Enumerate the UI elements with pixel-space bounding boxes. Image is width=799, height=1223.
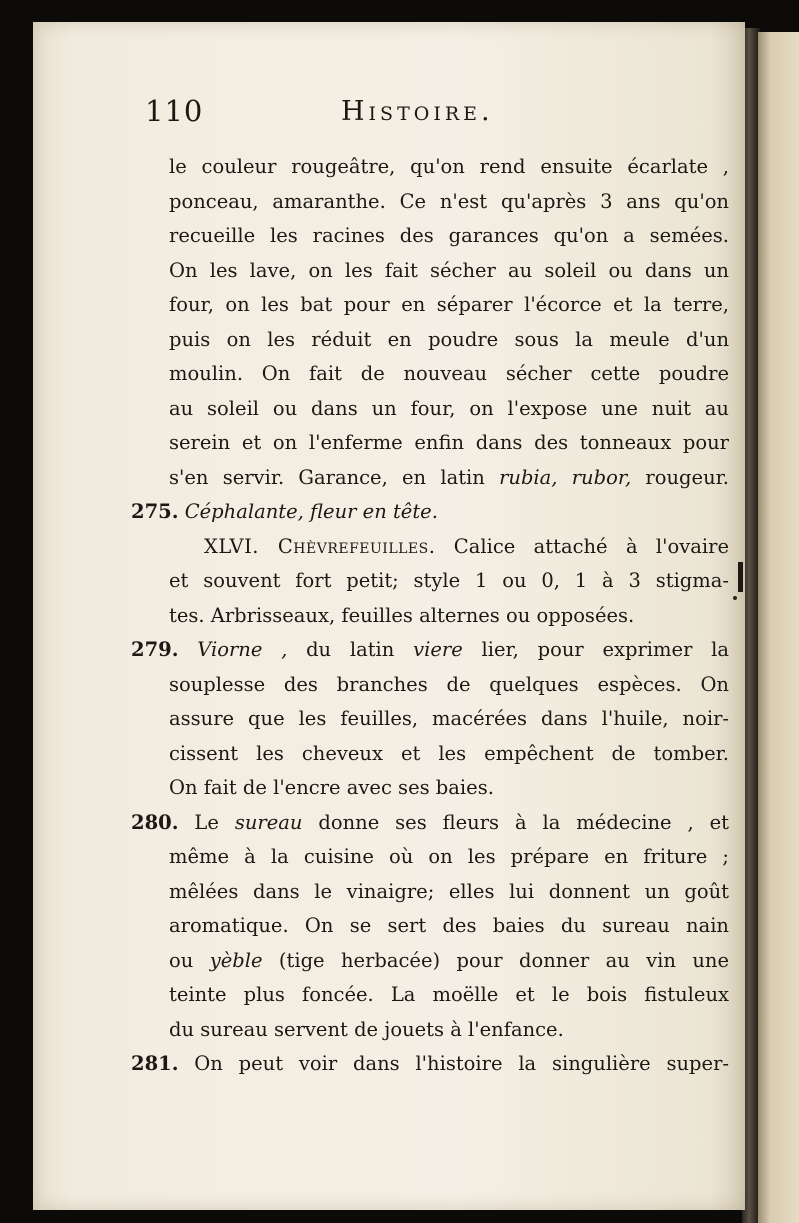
running-title: Histoire. (341, 96, 494, 127)
facing-page-edge (758, 32, 799, 1223)
text-line: puis on les réduit en poudre sous la meule d'un (169, 327, 729, 351)
text-line: souplesse des branches de quelques espèces. On (169, 672, 729, 696)
entry-279: 279. Viorne , du latin viere lier, pour exprimer la (131, 638, 729, 661)
text-line: tes. Arbrisseaux, feuilles alternes ou opposées. (169, 603, 635, 627)
entry-number: 281. (131, 1052, 179, 1075)
text-line: moulin. On fait de nouveau sécher cette poudre (169, 362, 729, 385)
entry-281: 281. On peut voir dans l'histoire la singulière super- (131, 1052, 729, 1075)
margin-ink-mark (738, 562, 743, 592)
text-line: mêlées dans le vinaigre; elles lui donnent un goût (169, 879, 729, 903)
text-line: four, on les bat pour en séparer l'écorce et la terre, (169, 293, 729, 316)
entry-number: 279. (131, 638, 179, 661)
text-line: s'en servir. Garance, en latin rubia, rubor, rougeur. (169, 465, 730, 489)
text-line: On les lave, on les fait sécher au soleil ou dans un (169, 258, 729, 282)
entry-number: 280. (131, 810, 179, 834)
text-line: On fait de l'encre avec ses baies. (169, 776, 494, 799)
text-line: cissent les cheveux et les empêchent de tomber. (169, 741, 729, 765)
entry-275: 275. Céphalante, fleur en tête. (131, 500, 438, 523)
margin-ink-dot (733, 596, 737, 600)
family-heading: XLVI. Chèvrefeuilles. (204, 534, 436, 558)
entry-number: 275. (131, 500, 179, 523)
text-line: même à la cuisine où on les prépare en friture ; (169, 845, 729, 868)
text-line: recueille les racines des garances qu'on a semées. (169, 224, 729, 247)
body-text (131, 150, 730, 1082)
running-head (145, 84, 705, 128)
text-line: ou yèble (tige herbacée) pour donner au vin une (169, 948, 729, 972)
text-line: serein et on l'enferme enfin dans des tonneaux pour (169, 431, 729, 454)
entry-280: 280. Le sureau donne ses fleurs à la médecine , et (131, 810, 729, 834)
text-line: ponceau, amaranthe. Ce n'est qu'après 3 ans qu'on (169, 189, 729, 213)
text-line: teinte plus foncée. La moëlle et le bois fistuleux (169, 983, 729, 1006)
text-line: assure que les feuilles, macérées dans l'huile, noir- (169, 707, 729, 730)
page-number: 110 (145, 94, 204, 128)
text-line: et souvent fort petit; style 1 ou 0, 1 à 3 stigma- (169, 569, 729, 592)
text-line: aromatique. On se sert des baies du sureau nain (169, 914, 729, 937)
text-line: au soleil ou dans un four, on l'expose une nuit au (169, 396, 729, 420)
book-page (33, 22, 745, 1210)
text-line: le couleur rougeâtre, qu'on rend ensuite écarlate , (169, 155, 729, 178)
family-heading-line: XLVI. Chèvrefeuilles. Calice attaché à l'ovaire (204, 534, 729, 558)
text-line: du sureau servent de jouets à l'enfance. (169, 1017, 564, 1041)
